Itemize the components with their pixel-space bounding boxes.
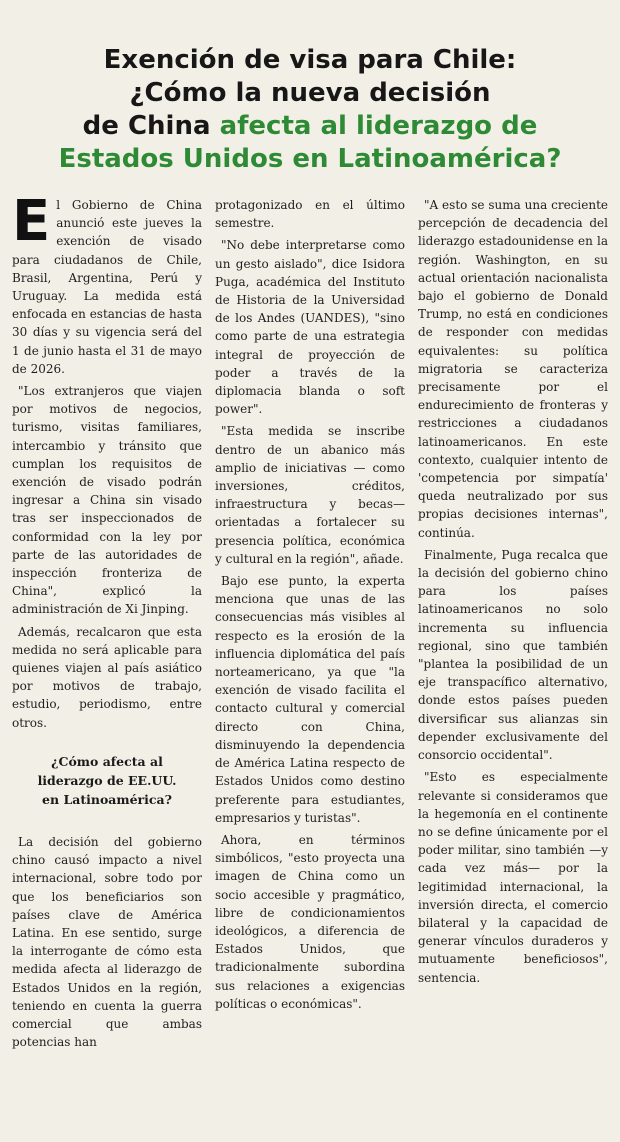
paragraph <box>12 196 202 378</box>
column-2 <box>215 196 405 1116</box>
paragraph: "Los extranjeros que viajen por motivos de negocios, turismo, visitas familiares, intercambio y tránsito que cumplan los requisitos de exención de visado podrán ingresar a China sin visado tras ser inspeccionados de conformidad con la ley por parte de las autoridades de inspección fronteriza de China", explicó la administración de Xi Jinping. <box>12 384 202 617</box>
paragraph: Ahora, en términos simbólicos, "esto proyecta una imagen de China como un socio accesible y pragmático, libre de condicionamientos ideológicos, a diferencia de Estados Unidos, que tradicionalmente subordina sus relaciones a exigencias políticas o económicas". <box>215 832 405 1011</box>
headline-line-3-dark: de China <box>82 111 220 141</box>
headline-line-4: Estados Unidos en Latinoamérica? <box>58 144 562 174</box>
headline-line-2: ¿Cómo la nueva decisión <box>129 78 491 108</box>
paragraph: La decisión del gobierno chino causó impacto a nivel internacional, sobre todo por que los beneficiarios son países clave de América Latina. En ese sentido, surge la interrogante de cómo esta medida afecta al liderazgo de Estados Unidos en la región, teniendo en cuenta la guerra comercial que ambas potencias han <box>12 834 202 1050</box>
paragraph: Además, recalcaron que esta medida no será aplicable para quienes viajen al país asiático por motivos de trabajo, estudio, periodismo, entre otros. <box>12 624 202 730</box>
article-columns <box>12 196 608 1116</box>
paragraph: "Esto es especialmente relevante si consideramos que la hegemonía en el continente no se define únicamente por el poder militar, sino también —y cada vez más— por la legitimidad internacional, la inversión directa, el comercio bilateral y la capacidad de generar vínculos duraderos y mutuamente beneficiosos", sentencia. <box>418 770 608 985</box>
column-1 <box>12 196 202 1116</box>
column-3 <box>418 196 608 1116</box>
paragraph: protagonizado en el último semestre. <box>215 198 405 231</box>
headline-line-3-green: afecta al liderazgo de <box>219 111 538 141</box>
paragraph: Bajo ese punto, la experta menciona que unas de las consecuencias más visibles al respecto es la erosión de la influencia diplomática del país norteamericano, ya que "la exención de visado facilita el contacto cultural y comercial directo con China, disminuyendo la dependencia de América Latina respecto de Estados Unidos como destino preferente para estudiantes, empresarios y turistas". <box>215 574 405 825</box>
paragraph: "Esta medida se inscribe dentro de un abanico más amplio de iniciativas — como inversiones, créditos, infraestructura y becas— orientadas a fortalecer su presencia política, económica y cultural en la región", añade. <box>215 424 405 566</box>
paragraph-text: l Gobierno de China anunció este jueves la exención de visado para ciudadanos de Chile, Brasil, Argentina, Perú y Uruguay. La medida está enfocada en estancias de hasta 30 días y su vigencia será del 1 de junio hasta el 31 de mayo de 2026. <box>12 198 202 376</box>
headline-line-1: Exención de visa para Chile: <box>103 45 517 75</box>
subheading: ¿Cómo afecta al liderazgo de EE.UU. en Latinoamérica? <box>37 753 177 807</box>
drop-cap: E <box>12 196 51 254</box>
paragraph: "A esto se suma una creciente percepción de decadencia del liderazgo estadounidense en la región. Washington, en su actual orientación nacionalista bajo el gobierno de Donald Trump, no está en condiciones de responder con medidas equivalentes: su política migratoria se caracteriza precisamente por el endurecimiento de fronteras y restricciones a ciudadanos latinoamericanos. En este contexto, cualquier intento de 'competencia por simpatía' queda neutralizado por sus propias decisiones internas", continúa. <box>418 198 608 540</box>
paragraph: "No debe interpretarse como un gesto aislado", dice Isidora Puga, académica del Instituto de Historia de la Universidad de los Andes (UANDES), "sino como parte de una estrategia integral de proyección de poder a través de la diplomacia blanda o soft power". <box>215 238 405 417</box>
paragraph: Finalmente, Puga recalca que la decisión del gobierno chino para los países latinoamericanos no solo incrementa su influencia regional, sino que también "plantea la posibilidad de un eje transpacífico alternativo, donde estos países pueden diversificar sus alianzas sin depender exclusivamente del consorcio occidental". <box>418 547 608 763</box>
headline-line-3 <box>12 110 608 143</box>
headline <box>12 0 608 196</box>
